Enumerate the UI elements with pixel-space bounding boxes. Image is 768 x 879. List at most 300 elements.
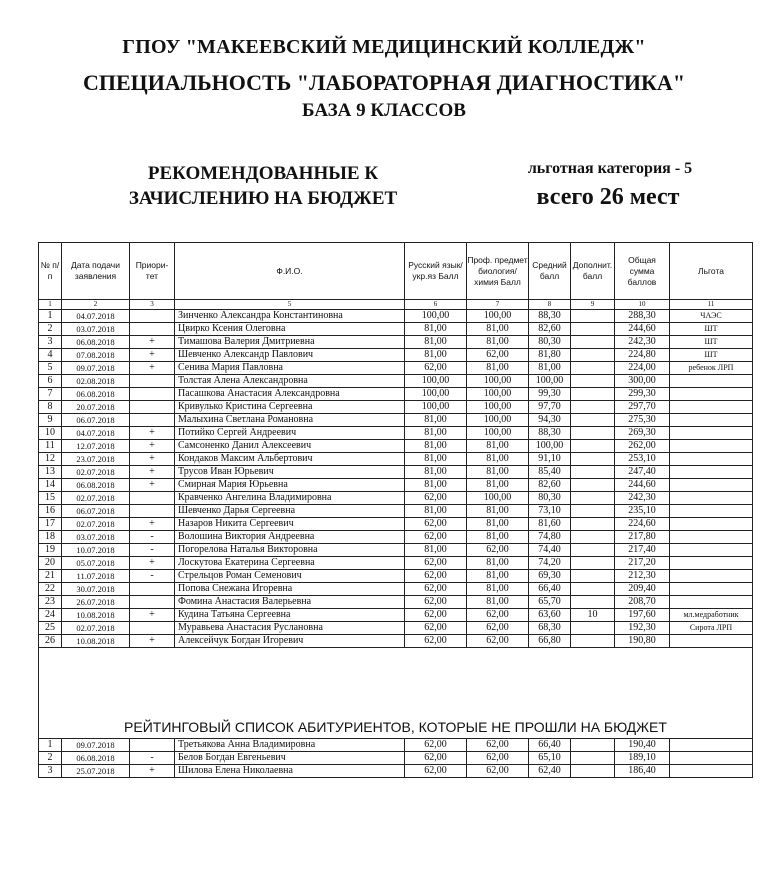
col-extra: Дополнит. балл: [571, 243, 615, 300]
row-name: Белов Богдан Евгеньевич: [175, 752, 405, 765]
row-name: Попова Снежана Игоревна: [175, 583, 405, 596]
row-number: 14: [39, 479, 62, 492]
row-average: 100,00: [529, 440, 571, 453]
row-number: 13: [39, 466, 62, 479]
row-average: 62,40: [529, 765, 571, 778]
row-number: 3: [39, 336, 62, 349]
row-benefit: [670, 440, 753, 453]
row-profile: 62,00: [467, 544, 529, 557]
col-profile: Проф. предмет биология/ химия Балл: [467, 243, 529, 300]
row-profile: 81,00: [467, 453, 529, 466]
col-index: 3: [130, 300, 175, 310]
row-average: 65,10: [529, 752, 571, 765]
row-russian: 100,00: [405, 310, 467, 323]
row-date: 02.07.2018: [62, 518, 130, 531]
row-number: 19: [39, 544, 62, 557]
col-index: 6: [405, 300, 467, 310]
recommended-heading: [108, 161, 418, 211]
table-row: [39, 310, 753, 323]
row-extra: [571, 362, 615, 375]
recommended-rows: [39, 310, 753, 648]
table-row: [39, 505, 753, 518]
row-average: 94,30: [529, 414, 571, 427]
row-extra: [571, 622, 615, 635]
row-name: Кравченко Ангелина Владимировна: [175, 492, 405, 505]
col-average: Средний балл: [529, 243, 571, 300]
row-name: Фомина Анастасия Валерьевна: [175, 596, 405, 609]
col-index: 10: [615, 300, 670, 310]
row-sum: 242,30: [615, 492, 670, 505]
row-extra: [571, 375, 615, 388]
row-priority: +: [130, 336, 175, 349]
row-date: 03.07.2018: [62, 531, 130, 544]
table-row: [39, 752, 753, 765]
table-row: [39, 349, 753, 362]
table-row: [39, 531, 753, 544]
row-extra: [571, 492, 615, 505]
row-average: 74,20: [529, 557, 571, 570]
row-average: 91,10: [529, 453, 571, 466]
row-sum: 297,70: [615, 401, 670, 414]
col-index: 8: [529, 300, 571, 310]
row-date: 02.07.2018: [62, 466, 130, 479]
col-index: 5: [175, 300, 405, 310]
row-name: Алексейчук Богдан Игоревич: [175, 635, 405, 648]
row-sum: 190,40: [615, 739, 670, 752]
row-russian: 81,00: [405, 414, 467, 427]
row-sum: 186,40: [615, 765, 670, 778]
row-date: 26.07.2018: [62, 596, 130, 609]
row-priority: +: [130, 466, 175, 479]
row-average: 74,80: [529, 531, 571, 544]
row-date: 06.07.2018: [62, 414, 130, 427]
row-profile: 100,00: [467, 401, 529, 414]
row-extra: [571, 518, 615, 531]
row-number: 5: [39, 362, 62, 375]
row-priority: [130, 583, 175, 596]
row-sum: 189,10: [615, 752, 670, 765]
rating-rows: [39, 739, 753, 778]
row-russian: 62,00: [405, 570, 467, 583]
row-benefit: [670, 505, 753, 518]
row-benefit: [670, 492, 753, 505]
row-date: 25.07.2018: [62, 765, 130, 778]
row-date: 10.08.2018: [62, 609, 130, 622]
row-benefit: [670, 635, 753, 648]
row-benefit: [670, 596, 753, 609]
row-number: 21: [39, 570, 62, 583]
row-russian: 62,00: [405, 635, 467, 648]
row-russian: 81,00: [405, 427, 467, 440]
row-benefit: [670, 518, 753, 531]
row-russian: 62,00: [405, 362, 467, 375]
row-russian: 81,00: [405, 505, 467, 518]
row-profile: 81,00: [467, 336, 529, 349]
row-profile: 81,00: [467, 596, 529, 609]
row-extra: [571, 479, 615, 492]
row-benefit: [670, 427, 753, 440]
row-average: 80,30: [529, 336, 571, 349]
row-number: 17: [39, 518, 62, 531]
row-date: 03.07.2018: [62, 323, 130, 336]
row-number: 10: [39, 427, 62, 440]
col-priority: Приори-тет: [130, 243, 175, 300]
row-russian: 62,00: [405, 518, 467, 531]
row-priority: [130, 388, 175, 401]
row-profile: 100,00: [467, 492, 529, 505]
row-average: 63,60: [529, 609, 571, 622]
row-name: Назаров Никита Сергеевич: [175, 518, 405, 531]
row-average: 69,30: [529, 570, 571, 583]
row-profile: 62,00: [467, 609, 529, 622]
row-benefit: [670, 388, 753, 401]
row-name: Самсоненко Данил Алексеевич: [175, 440, 405, 453]
row-extra: [571, 388, 615, 401]
row-date: 20.07.2018: [62, 401, 130, 414]
row-russian: 81,00: [405, 440, 467, 453]
row-date: 06.08.2018: [62, 388, 130, 401]
row-priority: [130, 596, 175, 609]
row-sum: 190,80: [615, 635, 670, 648]
row-extra: [571, 310, 615, 323]
row-extra: [571, 583, 615, 596]
row-russian: 100,00: [405, 401, 467, 414]
row-profile: 81,00: [467, 531, 529, 544]
row-average: 97,70: [529, 401, 571, 414]
row-name: Сенива Мария Павловна: [175, 362, 405, 375]
row-extra: [571, 739, 615, 752]
row-number: 6: [39, 375, 62, 388]
row-priority: [130, 492, 175, 505]
row-number: 26: [39, 635, 62, 648]
row-date: 02.08.2018: [62, 375, 130, 388]
row-extra: [571, 427, 615, 440]
table-row: [39, 479, 753, 492]
row-russian: 81,00: [405, 544, 467, 557]
row-benefit: [670, 479, 753, 492]
row-date: 06.08.2018: [62, 752, 130, 765]
row-benefit: [670, 401, 753, 414]
column-headers: [39, 243, 753, 300]
row-name: Стрельцов Роман Семенович: [175, 570, 405, 583]
row-russian: 62,00: [405, 596, 467, 609]
row-name: Кондаков Максим Альбертович: [175, 453, 405, 466]
row-number: 2: [39, 323, 62, 336]
row-extra: [571, 505, 615, 518]
row-number: 4: [39, 349, 62, 362]
table-row: [39, 440, 753, 453]
row-number: 18: [39, 531, 62, 544]
row-extra: [571, 544, 615, 557]
table-row: [39, 453, 753, 466]
row-profile: 81,00: [467, 323, 529, 336]
row-date: 02.07.2018: [62, 492, 130, 505]
row-extra: [571, 440, 615, 453]
row-profile: 81,00: [467, 440, 529, 453]
col-index: 2: [62, 300, 130, 310]
row-average: 66,40: [529, 739, 571, 752]
row-name: Потийко Сергей Андреевич: [175, 427, 405, 440]
row-average: 81,60: [529, 518, 571, 531]
row-russian: 62,00: [405, 531, 467, 544]
col-num: № п/п: [39, 243, 62, 300]
row-name: Тимашова Валерия Дмитриевна: [175, 336, 405, 349]
row-name: Смирная Мария Юрьевна: [175, 479, 405, 492]
row-benefit: ШТ: [670, 349, 753, 362]
row-date: 10.08.2018: [62, 635, 130, 648]
row-extra: [571, 414, 615, 427]
recommended-line-1: РЕКОМЕНДОВАННЫЕ К: [147, 163, 379, 184]
row-average: 82,60: [529, 323, 571, 336]
row-russian: 62,00: [405, 622, 467, 635]
row-name: Третьякова Анна Владимировна: [175, 739, 405, 752]
row-russian: 62,00: [405, 557, 467, 570]
row-date: 02.07.2018: [62, 622, 130, 635]
row-sum: 299,30: [615, 388, 670, 401]
row-profile: 62,00: [467, 622, 529, 635]
row-extra: [571, 401, 615, 414]
row-number: 20: [39, 557, 62, 570]
row-name: Трусов Иван Юрьевич: [175, 466, 405, 479]
row-priority: [130, 323, 175, 336]
row-average: 74,40: [529, 544, 571, 557]
row-average: 88,30: [529, 310, 571, 323]
row-date: 04.07.2018: [62, 310, 130, 323]
row-profile: 62,00: [467, 739, 529, 752]
row-sum: 244,60: [615, 323, 670, 336]
table-row: [39, 336, 753, 349]
row-russian: 81,00: [405, 336, 467, 349]
row-profile: 81,00: [467, 362, 529, 375]
total-places: всего 26 мест: [536, 184, 680, 210]
row-name: Пасашкова Анастасия Александровна: [175, 388, 405, 401]
row-extra: [571, 752, 615, 765]
row-priority: +: [130, 609, 175, 622]
table-row: [39, 609, 753, 622]
row-profile: 62,00: [467, 635, 529, 648]
row-date: 05.07.2018: [62, 557, 130, 570]
row-date: 06.08.2018: [62, 336, 130, 349]
row-sum: 192,30: [615, 622, 670, 635]
row-sum: 208,70: [615, 596, 670, 609]
row-benefit: ЧАЭС: [670, 310, 753, 323]
row-average: 99,30: [529, 388, 571, 401]
row-average: 81,00: [529, 362, 571, 375]
row-date: 30.07.2018: [62, 583, 130, 596]
row-date: 04.07.2018: [62, 427, 130, 440]
row-extra: [571, 336, 615, 349]
row-sum: 235,10: [615, 505, 670, 518]
table-row: [39, 401, 753, 414]
row-sum: 217,40: [615, 544, 670, 557]
row-number: 7: [39, 388, 62, 401]
row-sum: 212,30: [615, 570, 670, 583]
row-profile: 100,00: [467, 375, 529, 388]
row-number: 16: [39, 505, 62, 518]
row-priority: -: [130, 544, 175, 557]
col-date: Дата подачи заявления: [62, 243, 130, 300]
row-russian: 62,00: [405, 739, 467, 752]
row-priority: +: [130, 635, 175, 648]
row-number: 1: [39, 739, 62, 752]
row-sum: 217,80: [615, 531, 670, 544]
row-russian: 62,00: [405, 583, 467, 596]
row-sum: 209,40: [615, 583, 670, 596]
row-extra: [571, 557, 615, 570]
row-priority: [130, 401, 175, 414]
row-priority: +: [130, 453, 175, 466]
row-benefit: [670, 739, 753, 752]
benefit-category: льготная категория - 5: [527, 160, 693, 177]
row-priority: +: [130, 440, 175, 453]
base-title: БАЗА 9 КЛАССОВ: [302, 100, 466, 121]
row-profile: 81,00: [467, 583, 529, 596]
table-row: [39, 492, 753, 505]
row-russian: 81,00: [405, 453, 467, 466]
row-date: 09.07.2018: [62, 362, 130, 375]
row-date: 10.07.2018: [62, 544, 130, 557]
row-extra: [571, 765, 615, 778]
row-priority: +: [130, 765, 175, 778]
row-extra: [571, 596, 615, 609]
row-priority: +: [130, 362, 175, 375]
row-date: 06.08.2018: [62, 479, 130, 492]
row-russian: 81,00: [405, 466, 467, 479]
row-profile: 100,00: [467, 388, 529, 401]
row-name: Погорелова Наталья Викторовна: [175, 544, 405, 557]
row-average: 68,30: [529, 622, 571, 635]
row-benefit: [670, 375, 753, 388]
row-benefit: ШТ: [670, 323, 753, 336]
table-row: [39, 635, 753, 648]
row-priority: +: [130, 427, 175, 440]
row-profile: 100,00: [467, 427, 529, 440]
row-russian: 62,00: [405, 492, 467, 505]
row-name: Шевченко Александр Павлович: [175, 349, 405, 362]
row-benefit: [670, 414, 753, 427]
row-name: Кудина Татьяна Сергеевна: [175, 609, 405, 622]
row-profile: 100,00: [467, 414, 529, 427]
rating-section: [39, 648, 753, 739]
row-number: 15: [39, 492, 62, 505]
row-benefit: [670, 583, 753, 596]
row-benefit: [670, 752, 753, 765]
row-priority: +: [130, 557, 175, 570]
row-average: 81,80: [529, 349, 571, 362]
row-average: 82,60: [529, 479, 571, 492]
row-number: 1: [39, 310, 62, 323]
row-profile: 81,00: [467, 518, 529, 531]
table-row: [39, 557, 753, 570]
row-priority: -: [130, 752, 175, 765]
table-row: [39, 739, 753, 752]
row-date: 09.07.2018: [62, 739, 130, 752]
row-sum: 224,00: [615, 362, 670, 375]
row-average: 80,30: [529, 492, 571, 505]
row-name: Лоскутова Екатерина Сергеевна: [175, 557, 405, 570]
table-row: [39, 323, 753, 336]
row-number: 9: [39, 414, 62, 427]
row-sum: 300,00: [615, 375, 670, 388]
table-row: [39, 427, 753, 440]
row-name: Шилова Елена Николаевна: [175, 765, 405, 778]
row-date: 12.07.2018: [62, 440, 130, 453]
row-profile: 62,00: [467, 765, 529, 778]
table-row: [39, 596, 753, 609]
table-row: [39, 544, 753, 557]
recommended-line-2: ЗАЧИСЛЕНИЮ НА БЮДЖЕТ: [128, 188, 398, 209]
row-profile: 81,00: [467, 557, 529, 570]
row-date: 23.07.2018: [62, 453, 130, 466]
row-sum: 262,00: [615, 440, 670, 453]
section-gap: [39, 648, 753, 687]
row-benefit: [670, 557, 753, 570]
row-sum: 247,40: [615, 466, 670, 479]
row-date: 06.07.2018: [62, 505, 130, 518]
row-average: 85,40: [529, 466, 571, 479]
row-benefit: ребенок ЛРП: [670, 362, 753, 375]
row-profile: 81,00: [467, 479, 529, 492]
row-date: 07.08.2018: [62, 349, 130, 362]
col-russian: Русский язык/укр.яз Балл: [405, 243, 467, 300]
row-name: Цвирко Ксения Олеговна: [175, 323, 405, 336]
row-russian: 62,00: [405, 609, 467, 622]
row-benefit: [670, 531, 753, 544]
row-average: 66,40: [529, 583, 571, 596]
college-title: ГПОУ "МАКЕЕВСКИЙ МЕДИЦИНСКИЙ КОЛЛЕДЖ": [122, 36, 646, 58]
row-extra: [571, 570, 615, 583]
row-priority: -: [130, 570, 175, 583]
row-benefit: [670, 570, 753, 583]
row-priority: +: [130, 518, 175, 531]
row-priority: [130, 739, 175, 752]
row-benefit: [670, 453, 753, 466]
applicants-table: [38, 242, 753, 778]
row-name: Зинченко Александра Константиновна: [175, 310, 405, 323]
row-extra: 10: [571, 609, 615, 622]
table-row: [39, 622, 753, 635]
row-name: Кривулько Кристина Сергеевна: [175, 401, 405, 414]
row-priority: [130, 505, 175, 518]
table-row: [39, 518, 753, 531]
row-sum: 269,30: [615, 427, 670, 440]
column-index-row: [39, 300, 753, 310]
row-extra: [571, 466, 615, 479]
table-row: [39, 466, 753, 479]
table-row: [39, 765, 753, 778]
row-sum: 253,10: [615, 453, 670, 466]
row-benefit: [670, 466, 753, 479]
row-benefit: [670, 544, 753, 557]
row-priority: +: [130, 479, 175, 492]
row-number: 3: [39, 765, 62, 778]
row-benefit: ШТ: [670, 336, 753, 349]
row-profile: 81,00: [467, 505, 529, 518]
row-russian: 62,00: [405, 765, 467, 778]
row-profile: 100,00: [467, 310, 529, 323]
col-benefit: Льгота: [670, 243, 753, 300]
row-average: 88,30: [529, 427, 571, 440]
row-russian: 100,00: [405, 375, 467, 388]
row-sum: 288,30: [615, 310, 670, 323]
row-name: Муравьева Анастасия Руслановна: [175, 622, 405, 635]
row-benefit: мл.медработник: [670, 609, 753, 622]
row-priority: [130, 414, 175, 427]
row-profile: 62,00: [467, 349, 529, 362]
row-sum: 224,60: [615, 518, 670, 531]
row-extra: [571, 453, 615, 466]
rating-heading-row: [39, 686, 753, 739]
